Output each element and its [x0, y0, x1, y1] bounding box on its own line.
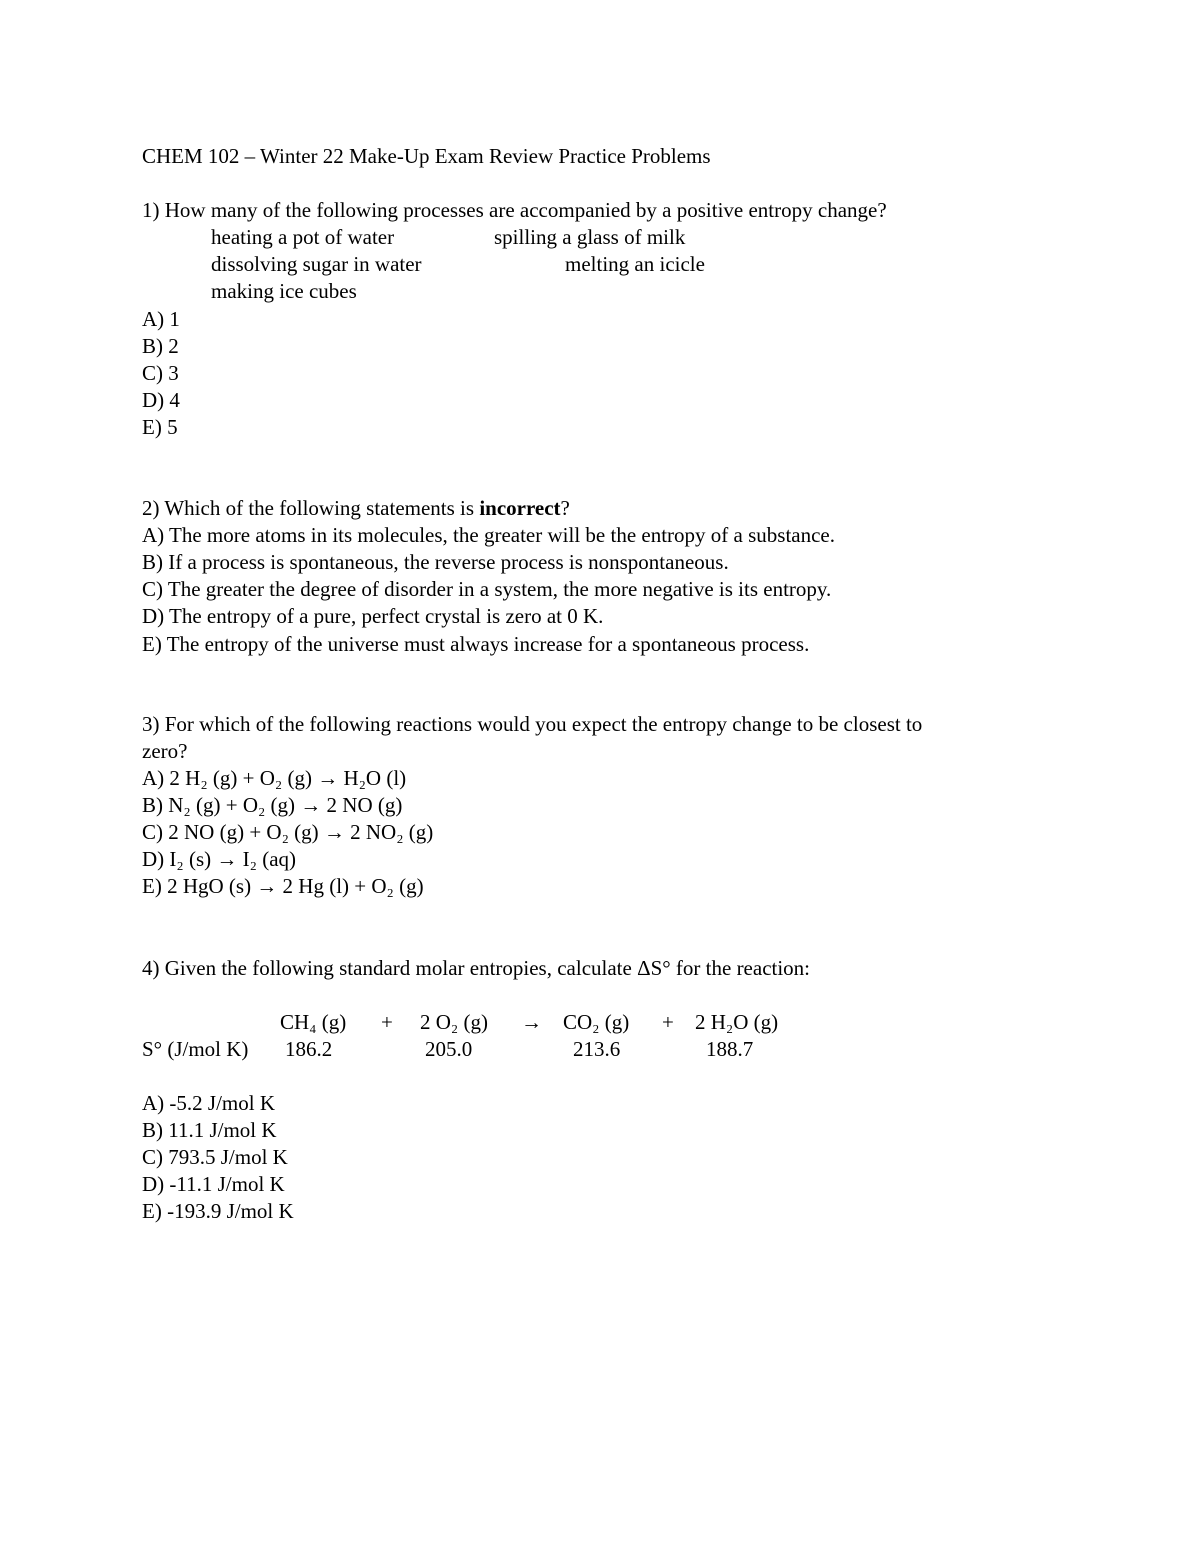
- q3-choice: B) N₂ (g) + O₂ (g) → 2 NO (g): [142, 793, 403, 817]
- q3-choice: A) 2 H₂ (g) + O₂ (g) → H₂O (l): [142, 766, 407, 790]
- q1-item: spilling a glass of milk: [494, 225, 686, 249]
- q4-species: CH₄ (g): [280, 1010, 347, 1034]
- q3-question-line2: zero?: [142, 739, 188, 763]
- q4-entropy-value: 188.7: [706, 1037, 754, 1061]
- q1-item: melting an icicle: [565, 252, 705, 276]
- q4-species: CO₂ (g): [563, 1010, 630, 1034]
- q1-item: heating a pot of water: [211, 225, 395, 249]
- q4-operator: +: [381, 1010, 393, 1034]
- q3-choice: D) I₂ (s) → I₂ (aq): [142, 847, 297, 871]
- q4-question: 4) Given the following standard molar entropies, calculate ΔS° for the reaction:: [142, 956, 811, 980]
- q1-choice: E) 5: [142, 415, 178, 439]
- q1-choice: A) 1: [142, 307, 180, 331]
- q3-choice: C) 2 NO (g) + O₂ (g) → 2 NO₂ (g): [142, 820, 434, 844]
- q4-choice: A) -5.2 J/mol K: [142, 1091, 275, 1115]
- q4-choice: D) -11.1 J/mol K: [142, 1172, 285, 1196]
- q2-choice: C) The greater the degree of disorder in a system, the more negative is its entropy.: [142, 577, 832, 601]
- q1-item: dissolving sugar in water: [211, 252, 422, 276]
- q1-item: making ice cubes: [211, 279, 357, 303]
- document-title: CHEM 102 – Winter 22 Make-Up Exam Review Practice Problems: [142, 144, 711, 168]
- q4-operator: →: [521, 1010, 542, 1034]
- q4-species: 2 O₂ (g): [420, 1010, 488, 1034]
- q2-choice: B) If a process is spontaneous, the reverse process is nonspontaneous.: [142, 550, 729, 574]
- q2-question-suffix: ?: [560, 496, 570, 520]
- q3-question-line1: 3) For which of the following reactions would you expect the entropy change to be closest to: [142, 712, 923, 736]
- q4-entropy-value: 213.6: [573, 1037, 621, 1061]
- q1-question: 1) How many of the following processes are accompanied by a positive entropy change?: [142, 198, 887, 222]
- q4-entropy-value: 186.2: [285, 1037, 333, 1061]
- q4-row-label: S° (J/mol K): [142, 1037, 249, 1061]
- q4-choice: E) -193.9 J/mol K: [142, 1199, 294, 1223]
- q4-entropy-value: 205.0: [425, 1037, 473, 1061]
- q3-choice: E) 2 HgO (s) → 2 Hg (l) + O₂ (g): [142, 874, 424, 898]
- q4-choice: C) 793.5 J/mol K: [142, 1145, 288, 1169]
- q2-question-prefix: 2) Which of the following statements is: [142, 496, 480, 520]
- q2-question: [142, 495, 570, 522]
- q2-question-emphasis: incorrect: [479, 496, 561, 520]
- q2-choice: A) The more atoms in its molecules, the greater will be the entropy of a substance.: [142, 523, 835, 547]
- q4-operator: +: [662, 1010, 674, 1034]
- q1-choice: D) 4: [142, 388, 180, 412]
- q4-choice: B) 11.1 J/mol K: [142, 1118, 277, 1142]
- q2-choice: D) The entropy of a pure, perfect crystal is zero at 0 K.: [142, 604, 604, 628]
- q4-species: 2 H₂O (g): [695, 1010, 779, 1034]
- q1-choice: C) 3: [142, 361, 179, 385]
- q2-choice: E) The entropy of the universe must always increase for a spontaneous process.: [142, 632, 810, 656]
- q1-choice: B) 2: [142, 334, 179, 358]
